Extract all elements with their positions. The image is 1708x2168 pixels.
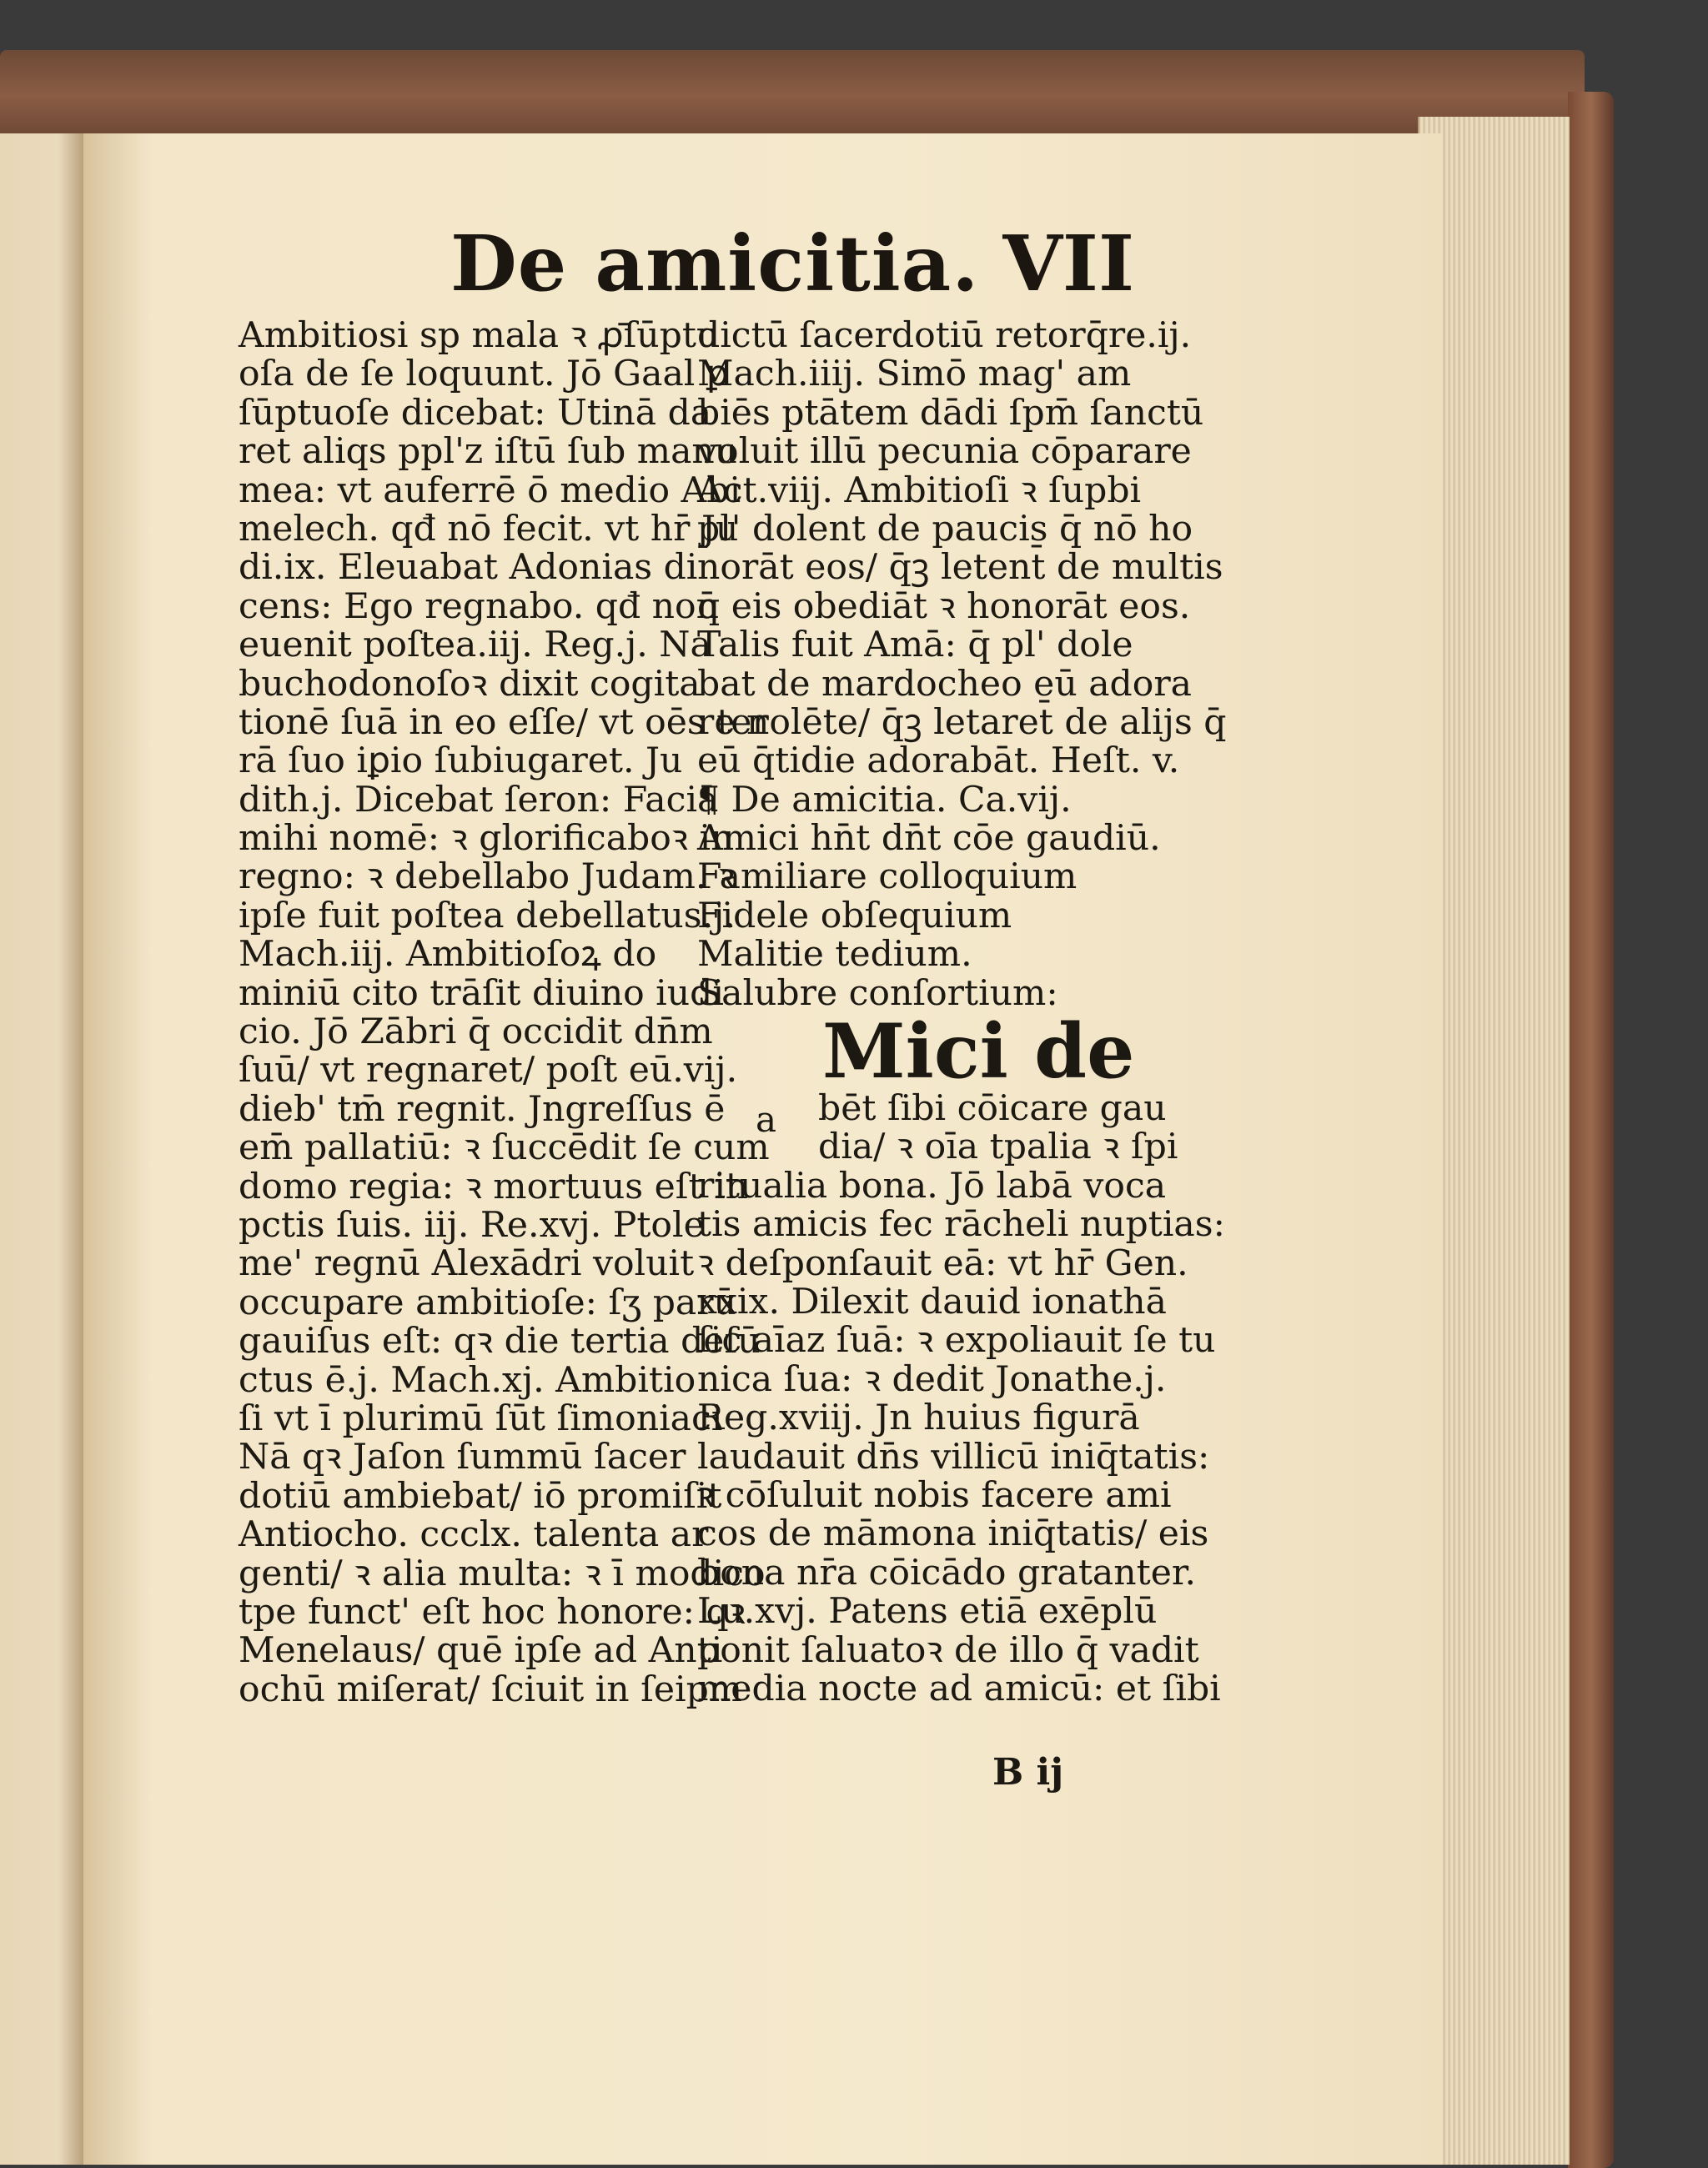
folio-number: VII (1002, 218, 1134, 309)
right-column-top-text (697, 315, 1227, 782)
left-text-column (239, 315, 770, 1710)
text-line: bat de mardocheo eū adora (697, 663, 1192, 705)
text-line: mihi nomē: ꝛ glorificaboꝛ in (239, 818, 734, 860)
guide-letter: a (756, 1099, 777, 1140)
chapter-heading: ¶ De amicitia. Ca.vij. (697, 779, 1072, 821)
text-line: norāt eos/ q̄ꝫ letent̄ de multis (697, 547, 1223, 589)
text-line: cio. Jō Zābri q̄ occidit dn̄m (239, 1011, 713, 1053)
text-line: Mach.iiij. Simō mag' am (697, 354, 1132, 395)
text-line: ſuū/ vt regnaret/ poſt eū.vij. (239, 1050, 738, 1092)
text-line: buchodonoſoꝛ dixit cogita (239, 663, 701, 705)
text-line: Lu.xvj. Patens etiā exēplū (697, 1591, 1158, 1633)
initial-line: Mici de (822, 1007, 1135, 1097)
book-cover-right (1568, 92, 1614, 2168)
text-line: Reg.xviij. Jn huius figurā (697, 1398, 1140, 1439)
right-text-column (697, 315, 1227, 1709)
text-line: rā ſuo iꝑio ſubiugaret. Ju (239, 740, 683, 782)
right-column-body-text (697, 1088, 1225, 1709)
text-line: ipſe fuit poſtea debellatus.j. (239, 895, 736, 936)
text-line: ꝛ deſponſauit eā: vt hr̄ Gen. (697, 1242, 1188, 1284)
text-line: eū q̄tidie adorabāt. Heſt. v. (697, 740, 1180, 782)
text-line: em̄ pallatiū: ꝛ ſuccēdit ſe cum (239, 1127, 770, 1169)
list-item: Fidele obſequium (697, 895, 1012, 936)
text-line: ſic aīaz ſuā: ꝛ expoliauit ſe tu (697, 1320, 1216, 1362)
text-line: oſa de ſe loquunt. Jō Gaal ꝑ (239, 354, 729, 395)
list-item: Familiare colloquium (697, 856, 1078, 898)
text-line: xxix. Dilexit dauid ionathā (697, 1281, 1167, 1322)
text-line: dith.j. Dicebat ſeron: Faciā (239, 779, 719, 821)
text-line: domo regia: ꝛ mortuus eſt in (239, 1166, 749, 1207)
text-line: miniū cito trāſit diuino iudi (239, 972, 724, 1014)
text-line: Talis fuit Amā: q̄ pl' dole (697, 625, 1133, 666)
text-line: ſūptuoſe dicebat: Utinā da (239, 392, 712, 434)
text-line: bēt ſibi cōicare gau (818, 1088, 1167, 1130)
text-line: euenit poſtea.iij. Reg.j. Na (239, 625, 711, 666)
list-item: Amici hn̄t dn̄t cōe gaudiū. (697, 818, 1161, 860)
text-line: gauiſus eſt: qꝛ die tertia deſū (239, 1321, 761, 1363)
text-line: ponit ſaluatoꝛ de illo q̄ vadit (697, 1629, 1199, 1671)
text-line: tis amicis fec rācheli nuptias: (697, 1204, 1225, 1246)
text-line: bona nr̄a cōicādo gratanter. (697, 1552, 1197, 1593)
text-line: Nā qꝛ Jaſon ſummū ſacer (239, 1437, 686, 1478)
list-item: Malitie tedium. (697, 934, 972, 976)
text-line: ochū miſerat/ ſciuit in ſeipm (239, 1669, 743, 1710)
text-line: ctus ē.j. Mach.xj. Ambitio (239, 1359, 696, 1401)
text-line: Act.viij. Ambitioſi ꝛ ſupbi (697, 469, 1142, 511)
left-page-strip (0, 133, 83, 2165)
text-line: ritualia bona. Jō labā voca (697, 1165, 1167, 1207)
text-line: Mach.iij. Ambitioſoꝝ do (239, 934, 657, 976)
text-line: tionē ſuā in eo eſſe/ vt oēs ter (239, 701, 769, 743)
text-line: mea: vt auferrē ō medio Abi (239, 469, 741, 511)
text-line: biēs ptātem dādi ſpm̄ ſanctū (697, 392, 1204, 434)
chapter-summary-list (697, 818, 1161, 1014)
text-line: ꝛ cōſuluit nobis facere ami (697, 1474, 1172, 1516)
text-line: laudauit dn̄s villicū iniq̄tatis: (697, 1436, 1210, 1478)
running-title: De amicitia. (450, 218, 980, 309)
text-line: ſi vt ī plurimū ſūt ſimoniaci (239, 1398, 723, 1439)
text-line: tpe funct' eſt hoc honore: qꝛ (239, 1591, 746, 1633)
text-line: Antiocho. ccclx. talenta ar (239, 1514, 709, 1556)
text-line: re nolēte/ q̄ꝫ letaret̄ de alijs q̄ (697, 701, 1227, 743)
signature-mark: B ij (992, 1751, 1064, 1794)
text-line: media nocte ad amicū: et ſibi (697, 1668, 1221, 1709)
text-line: Ambitiosi sp mala ꝛ ꝓ̄ſūptu (239, 315, 720, 356)
text-line: cos de māmona iniq̄tatis/ eis (697, 1513, 1209, 1555)
text-line: di.ix. Eleuabat Adonias di (239, 547, 698, 589)
running-head (450, 218, 1134, 310)
text-line: pctis ſuis. iij. Re.xvj. Ptole (239, 1204, 705, 1246)
text-line: dotiū ambiebat/ iō promiſit (239, 1475, 722, 1517)
text-line: me' regnū Alexādri voluit (239, 1243, 695, 1285)
text-line: dieb' tm̄ regnit. Jngreſſus ē (239, 1088, 726, 1130)
text-line: nica ſua: ꝛ dedit Jonathe.j. (697, 1358, 1167, 1400)
text-line: cens: Ego regnabo. qđ non (239, 585, 719, 627)
text-line: melech. qđ nō fecit. vt hr̄ Ju (239, 508, 739, 550)
text-line: ret aliqs ppl'z iſtū ſub manu (239, 431, 738, 473)
text-line: dictū ſacerdotiū retorq̄re.ij. (697, 315, 1192, 356)
list-item: Salubre conſortium: (697, 972, 1058, 1014)
text-line: occupare ambitioſe: ſʒ parū (239, 1282, 736, 1323)
book-cover-top (0, 50, 1585, 142)
text-line: regno: ꝛ debellabo Judam. ꝛ (239, 856, 736, 898)
text-line: Menelaus/ quē ipſe ad Anti (239, 1630, 723, 1672)
text-line: dia/ ꝛ oīa tpalia ꝛ ſpi (818, 1127, 1178, 1168)
text-line: q̄ eis obediāt ꝛ honorāt eos. (697, 585, 1191, 627)
text-line: voluit illū pecunia cōparare (697, 431, 1192, 473)
text-line: pl' dolent de paucis q̄ nō ho (697, 508, 1193, 550)
text-line: genti/ ꝛ alia multa: ꝛ ī modico (239, 1553, 766, 1594)
